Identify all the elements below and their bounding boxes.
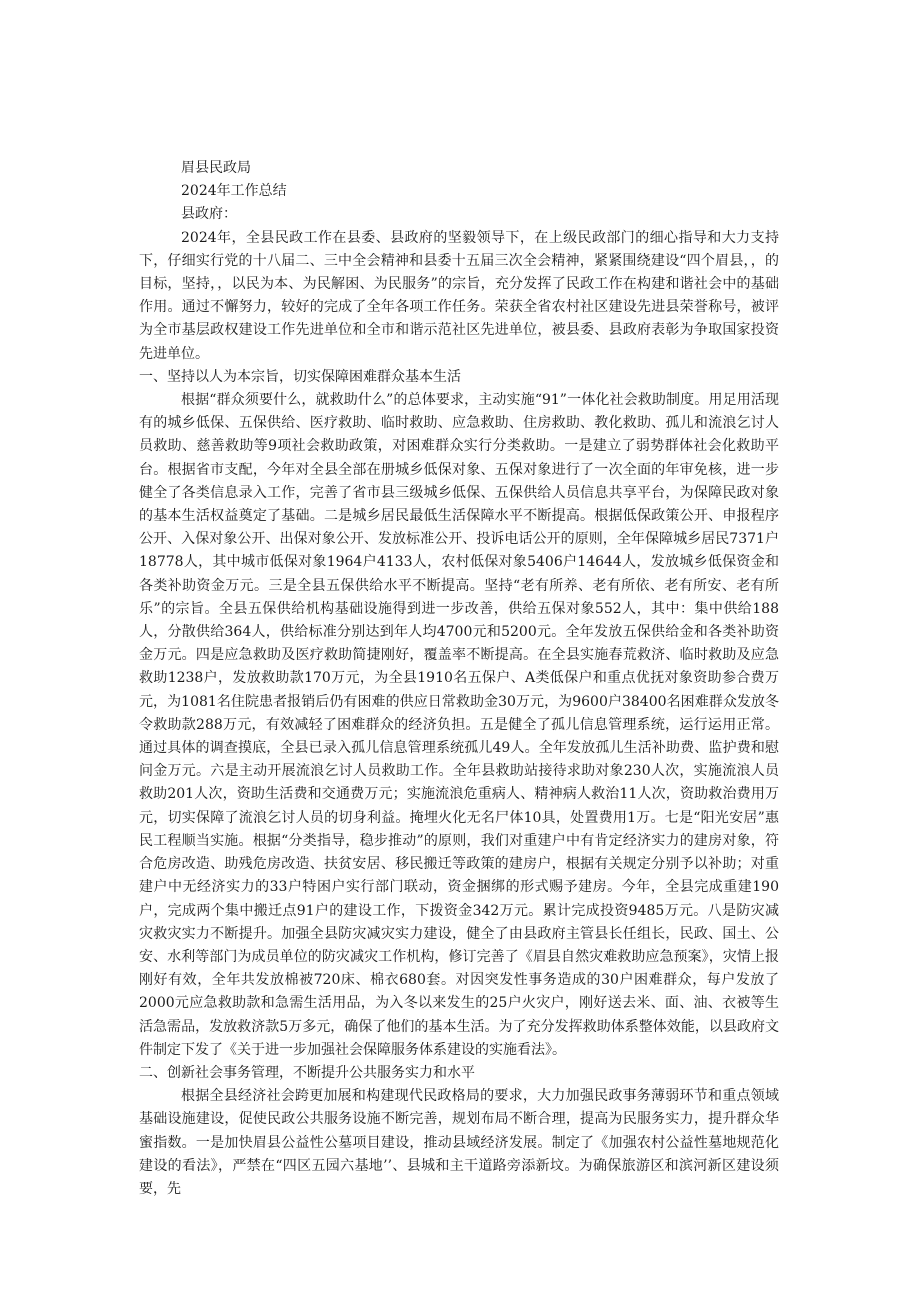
section-2-body: 根据全县经济社会跨更加展和构建现代民政格局的要求，大力加强民政事务薄弱环节和重点领域基础设施建设，促使民政公共服务设施不断完善，规划布局不断合理，提高为民服务实力，提升群众华蜜指数。一是加快眉县公益性公墓项目建设，推动县域经济发展。制定了《加强农村公益性墓地规范化建设的看法》，严禁在“四区五园六基地’’、县城和主干道路旁添新坟。为确保旅游区和滨河新区建设须要，先 (139, 1088, 779, 1197)
document-title: 2024年工作总结 (181, 183, 287, 200)
organization-name: 眉县民政局 (181, 160, 251, 176)
section-2-heading: 二、创新社会事务管理，不断提升公共服务实力和水平 (139, 1064, 475, 1081)
section-1-heading: 一、坚持以人为本宗旨，切实保障困难群众基本生活 (139, 368, 461, 385)
intro-paragraph: 2024年，全县民政工作在县委、县政府的坚毅领导下，在上级民政部门的细心指导和大力支持下，仔细实行党的十八届二、三中全会精神和县委十五届三次全会精神，紧紧围绕建设“四个眉县，，的目标，坚持，，以民为本、为民解困、为民服务”的宗旨，充分发挥了民政工作在构建和谐社会中的基础作用。通过不懈努力，较好的完成了全年各项工作任务。荣获全省农村社区建设先进县荣誉称号，被评为全市基层政权建设工作先进单位和全市和谐示范社区先进单位，被县委、县政府表彰为争取国家投资先进单位。 (139, 229, 779, 362)
document-body (139, 157, 779, 1201)
section-1-body: 根据“群众须要什么，就救助什么”的总体要求，主动实施“91”一体化社会救助制度。用足用活现有的城乡低保、五保供给、医疗救助、临时救助、应急救助、住房救助、教化救助、孤儿和流浪乞讨人员救助、慈善救助等9项社会救助政策，对困难群众实行分类救助。一是建立了弱势群体社会化救助平台。根据省市支配，今年对全县全部在册城乡低保对象、五保对象进行了一次全面的年审免核，进一步健全了各类信息录入工作，完善了省市县三级城乡低保、五保供给人员信息共享平台，为保障民政对象的基本生活权益奠定了基础。二是城乡居民最低生活保障水平不断提高。根据低保政策公开、申报程序公开、入保对象公开、出保对象公开、发放标准公开、投诉电话公开的原则，全年保障城乡居民7371户18778人，其中城市低保对象1964户4133人，农村低保对象5406户14644人，发放城乡低保资金和各类补助资金万元。三是全县五保供给水平不断提高。坚持“老有所养、老有所依、老有所安、老有所乐”的宗旨。全县五保供给机构基础设施得到进一步改善，供给五保对象552人，其中：集中供给188人，分散供给364人，供给标准分别达到年人均4700元和5200元。全年发放五保供给金和各类补助资金万元。四是应急救助及医疗救助简捷刚好，覆盖率不断提高。在全县实施春荒救济、临时救助及应急救助1238户，发放救助款170万元，为全县1910名五保户、A类低保户和重点优抚对象资助参合费万元，为1081名住院患者报销后仍有困难的供应日常救助金30万元，为9600户38400名困难群众发放冬令救助款288万元，有效减轻了困难群众的经济负担。五是健全了孤儿信息管理系统，运行运用正常。通过具体的调查摸底，全县已录入孤儿信息管理系统孤儿49人。全年发放孤儿生活补助费、监护费和慰问金万元。六是主动开展流浪乞讨人员救助工作。全年县救助站接待求助对象230人次，实施流浪人员救助201人次，资助生活费和交通费万元；实施流浪危重病人、精神病人救治11人次，资助救治费用万元，切实保障了流浪乞讨人员的切身利益。掩埋火化无名尸体10具，处置费用1万。七是“阳光安居”惠民工程顺当实施。根据“分类指导，稳步推动”的原则，我们对重建户中有肯定经济实力的建房对象，符合危房改造、助残危房改造、扶贫安居、移民搬迁等政策的建房户，根据有关规定分别予以补助；对重建户中无经济实力的33户特困户实行部门联动，资金捆绑的形式赐予建房。今年，全县完成重建190户，完成两个集中搬迁点91户的建设工作，下拨资金342万元。累计完成投资9485万元。八是防灾减灾救灾实力不断提升。加强全县防灾减灾实力建设，健全了由县政府主管县长任组长，民政、国土、公安、水利等部门为成员单位的防灾减灾工作机构，修订完善了《眉县自然灾难救助应急预案》，灾情上报刚好有效，全年共发放棉被720床、棉衣680套。对因突发性事务造成的30户困难群众，每户发放了2000元应急救助款和急需生活用品，为入冬以来发生的25户火灾户，刚好送去米、面、油、衣被等生活急需品，发放救济款5万多元，确保了他们的基本生活。为了充分发挥救助体系整体效能，以县政府文件制定下发了《关于进一步加强社会保障服务体系建设的实施看法》。 (139, 392, 779, 1058)
recipient-line: 县政府： (181, 206, 237, 223)
